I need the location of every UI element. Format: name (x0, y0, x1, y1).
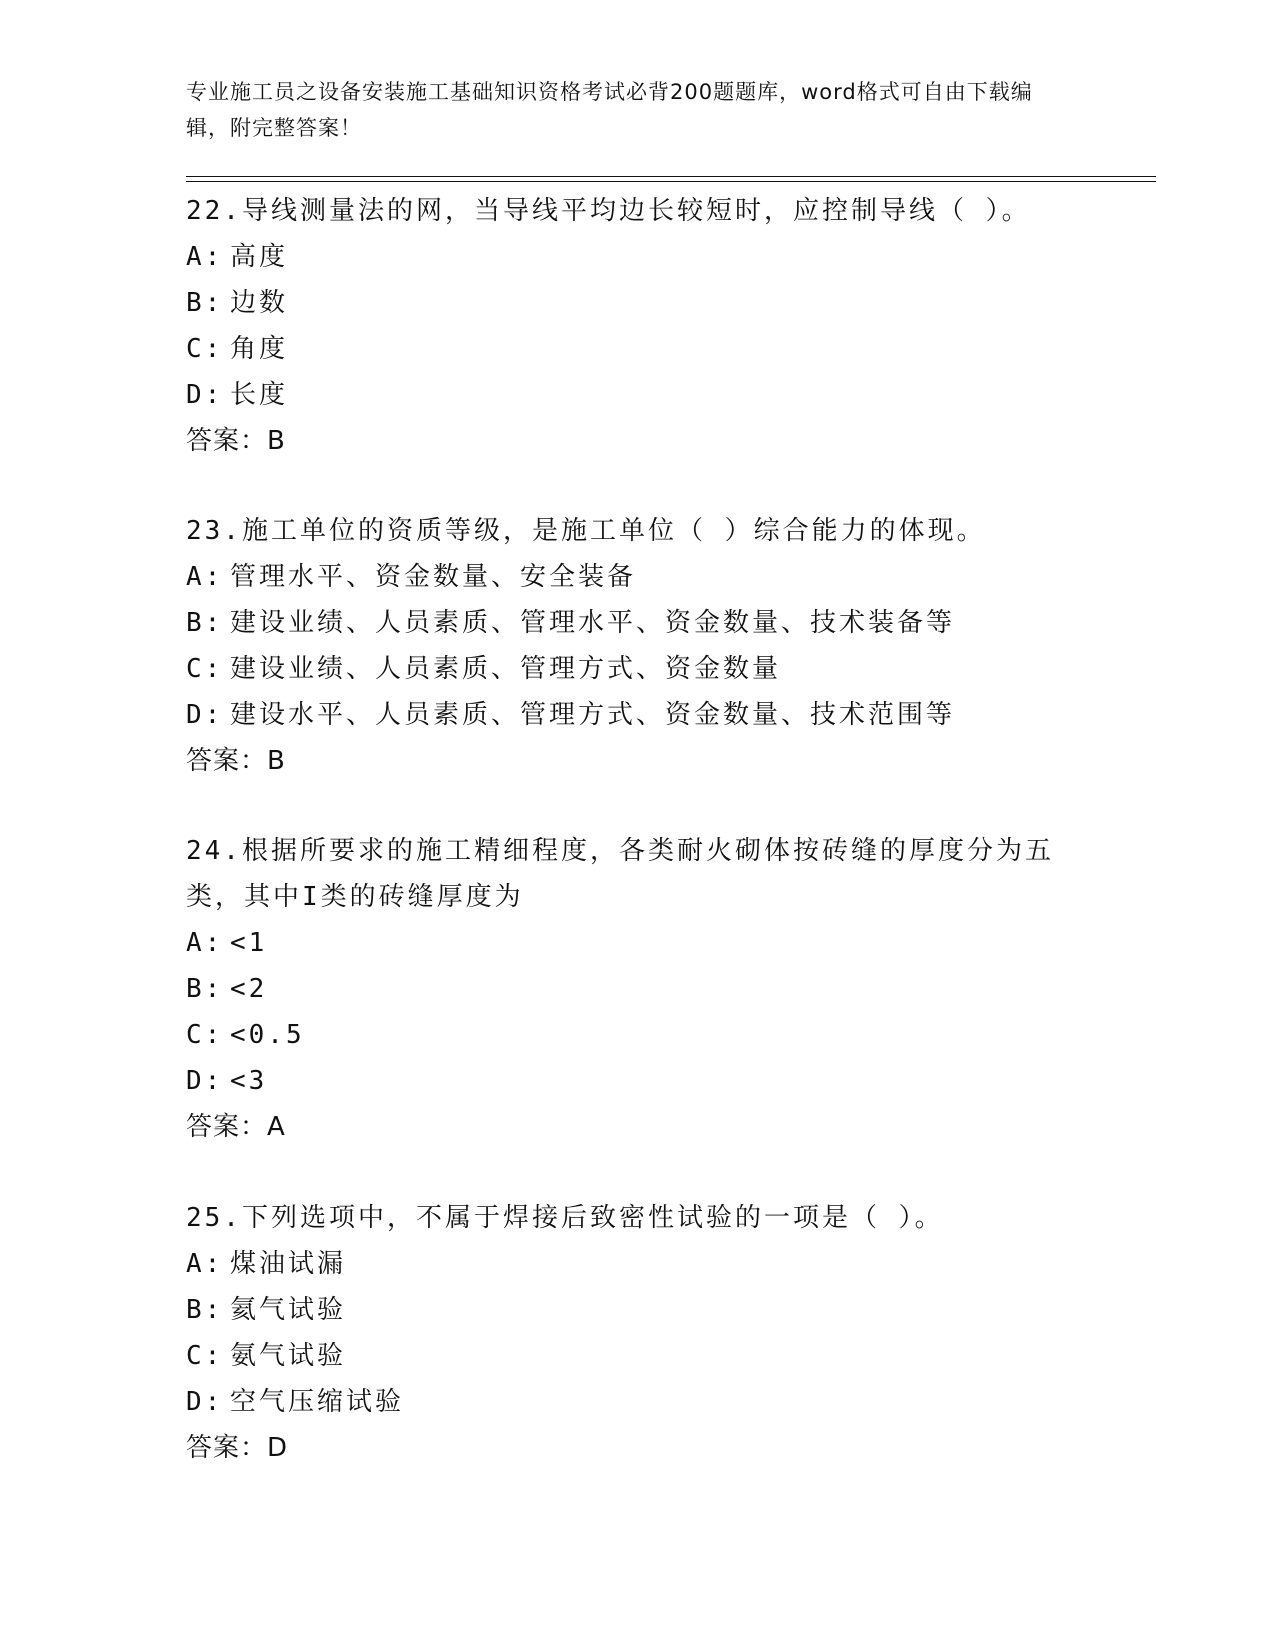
option-text: <2 (230, 974, 268, 1004)
option-label: A: (186, 562, 224, 592)
question-text: 22.导线测量法的网，当导线平均边长较短时，应控制导线（ ）。 (186, 196, 1031, 226)
option-label: D: (186, 380, 224, 410)
header-divider-top (186, 176, 1156, 177)
option-text: 煤油试漏 (230, 1249, 347, 1279)
header-divider-bottom (186, 181, 1156, 182)
option-a (186, 1241, 1086, 1287)
option-c (186, 646, 1086, 692)
option-label: D: (186, 700, 224, 730)
option-c (186, 1333, 1086, 1379)
option-b (186, 966, 1086, 1012)
option-label: C: (186, 1341, 224, 1371)
option-text: 边数 (230, 288, 289, 318)
option-text: 建设水平、人员素质、管理方式、资金数量、技术范围等 (230, 700, 956, 730)
question-24 (186, 828, 1086, 1150)
document-header: 专业施工员之设备安装施工基础知识资格考试必背200题题库，word格式可自由下载编辑，附完整答案！ (186, 80, 1033, 140)
option-label: B: (186, 974, 224, 1004)
option-label: D: (186, 1387, 224, 1417)
option-d (186, 1058, 1086, 1104)
option-text: 氦气试验 (230, 1295, 347, 1325)
option-label: A: (186, 242, 224, 272)
option-label: A: (186, 928, 224, 958)
option-a (186, 554, 1086, 600)
option-a (186, 234, 1086, 280)
option-b (186, 600, 1086, 646)
option-text: 管理水平、资金数量、安全装备 (230, 562, 637, 592)
option-text: 氨气试验 (230, 1341, 347, 1371)
option-a (186, 920, 1086, 966)
question-23 (186, 508, 1086, 784)
option-text: 空气压缩试验 (230, 1387, 405, 1417)
question-25 (186, 1195, 1086, 1471)
option-text: <0.5 (230, 1020, 305, 1050)
question-22 (186, 188, 1086, 464)
option-label: B: (186, 288, 224, 318)
option-c (186, 1012, 1086, 1058)
option-d (186, 372, 1086, 418)
option-c (186, 326, 1086, 372)
answer: 答案：B (186, 746, 286, 776)
option-text: 长度 (230, 380, 289, 410)
question-text: 23.施工单位的资质等级，是施工单位（ ）综合能力的体现。 (186, 516, 986, 546)
option-label: C: (186, 1020, 224, 1050)
option-text: 角度 (230, 334, 289, 364)
option-text: 建设业绩、人员素质、管理水平、资金数量、技术装备等 (230, 608, 956, 638)
option-d (186, 692, 1086, 738)
option-text: <1 (230, 928, 268, 958)
option-label: B: (186, 608, 224, 638)
option-label: B: (186, 1295, 224, 1325)
option-label: A: (186, 1249, 224, 1279)
option-label: C: (186, 334, 224, 364)
answer: 答案：B (186, 426, 286, 456)
option-d (186, 1379, 1086, 1425)
option-text: 建设业绩、人员素质、管理方式、资金数量 (230, 654, 782, 684)
option-text: 高度 (230, 242, 289, 272)
option-b (186, 280, 1086, 326)
option-b (186, 1287, 1086, 1333)
question-text: 24.根据所要求的施工精细程度，各类耐火砌体按砖缝的厚度分为五类，其中I类的砖缝厚度为 (186, 836, 1054, 912)
option-label: D: (186, 1066, 224, 1096)
option-text: <3 (230, 1066, 268, 1096)
answer: 答案：A (186, 1112, 286, 1142)
option-label: C: (186, 654, 224, 684)
question-text: 25.下列选项中，不属于焊接后致密性试验的一项是（ ）。 (186, 1203, 944, 1233)
answer: 答案：D (186, 1433, 289, 1463)
